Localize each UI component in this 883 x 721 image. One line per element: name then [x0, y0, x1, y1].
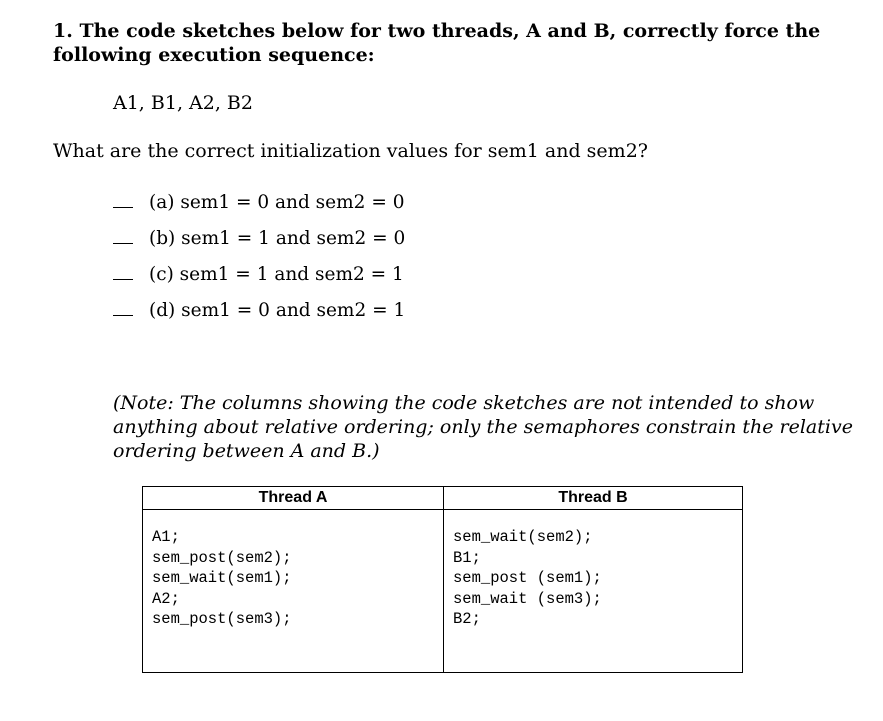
code-line: sem_wait(sem2); [453, 528, 593, 546]
option-label: (b) sem1 = 1 and sem2 = 0 [149, 228, 406, 249]
answer-blank[interactable] [113, 227, 133, 244]
option-c[interactable] [113, 263, 404, 285]
code-line: sem_post(sem3); [152, 610, 292, 628]
code-line: B2; [453, 610, 481, 628]
thread-a-code [143, 510, 444, 673]
thread-b-code [444, 510, 743, 673]
option-label: (d) sem1 = 0 and sem2 = 1 [149, 300, 406, 321]
question-prompt: What are the correct initialization values for sem1 and sem2? [53, 140, 648, 162]
question-title: 1. The code sketches below for two threads, A and B, correctly force the following execution sequence: [53, 20, 821, 66]
answer-blank[interactable] [113, 191, 133, 208]
option-d[interactable] [113, 299, 405, 321]
answer-blank[interactable] [113, 299, 133, 316]
code-table [142, 486, 743, 673]
code-line: sem_post(sem2); [152, 548, 292, 567]
thread-b-header: Thread B [444, 487, 743, 510]
code-line: B1; [453, 548, 481, 567]
option-label: (a) sem1 = 0 and sem2 = 0 [149, 192, 405, 213]
note-text: (Note: The columns showing the code sketches are not intended to show anything about relative ordering; only the semaphores constrain the relative ordering between A and B.) [113, 392, 853, 462]
code-line: sem_wait(sem1); [152, 569, 292, 587]
code-line: A2; [152, 589, 180, 608]
option-a[interactable] [113, 191, 404, 213]
code-line: sem_post (sem1); [453, 569, 602, 587]
thread-a-header: Thread A [143, 487, 444, 510]
code-line: sem_wait (sem3); [453, 589, 602, 608]
answer-blank[interactable] [113, 263, 133, 280]
option-label: (c) sem1 = 1 and sem2 = 1 [149, 264, 404, 285]
option-b[interactable] [113, 227, 405, 249]
execution-sequence: A1, B1, A2, B2 [113, 92, 253, 114]
code-line: A1; [152, 528, 180, 546]
